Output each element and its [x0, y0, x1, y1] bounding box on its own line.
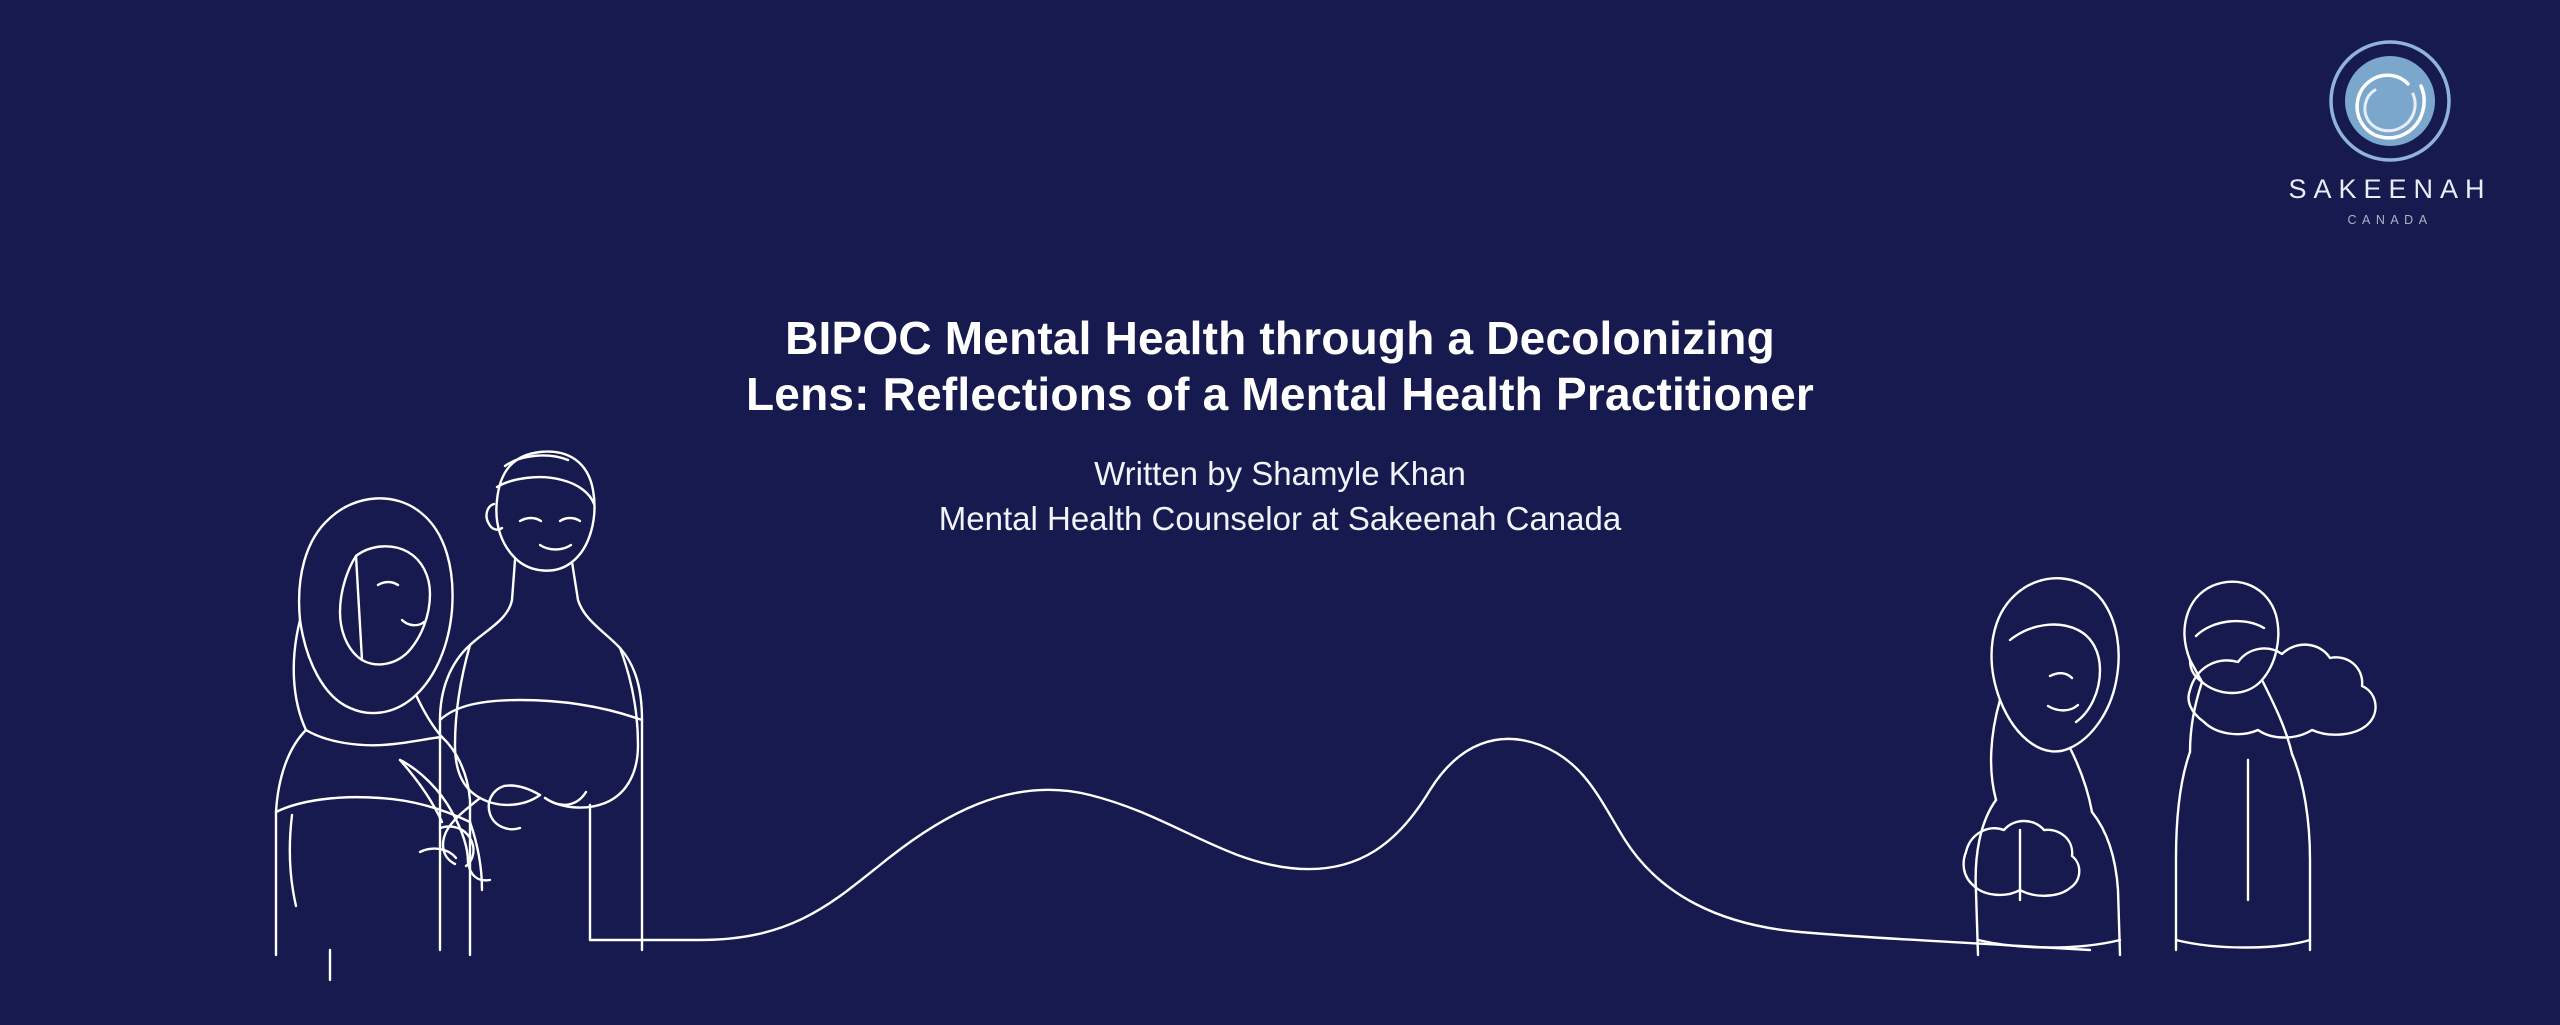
line-art-woman-hijab-figure: [276, 498, 490, 980]
headline-block: [0, 310, 2560, 541]
sakeenah-logo[interactable]: [2265, 40, 2515, 227]
logo-wordmark: SAKEENAH: [2288, 174, 2492, 204]
line-art-person-right-figure: [2176, 582, 2310, 950]
author-byline: Written by Shamyle Khan: [1094, 455, 1466, 493]
author-role: Mental Health Counselor at Sakeenah Canada: [938, 499, 1622, 537]
page-title: BIPOC Mental Health through a Decolonizing Lens: Reflections of a Mental Health Practitioner: [745, 312, 1814, 421]
logo-subtext: CANADA: [2347, 213, 2433, 227]
wavy-line-divider-icon: [590, 739, 2090, 950]
line-art-person-hijab-right-figure: [1976, 578, 2120, 955]
circular-swirl-logo-icon: [2329, 40, 2451, 162]
cloud-shapes-icon: [1964, 645, 2376, 896]
